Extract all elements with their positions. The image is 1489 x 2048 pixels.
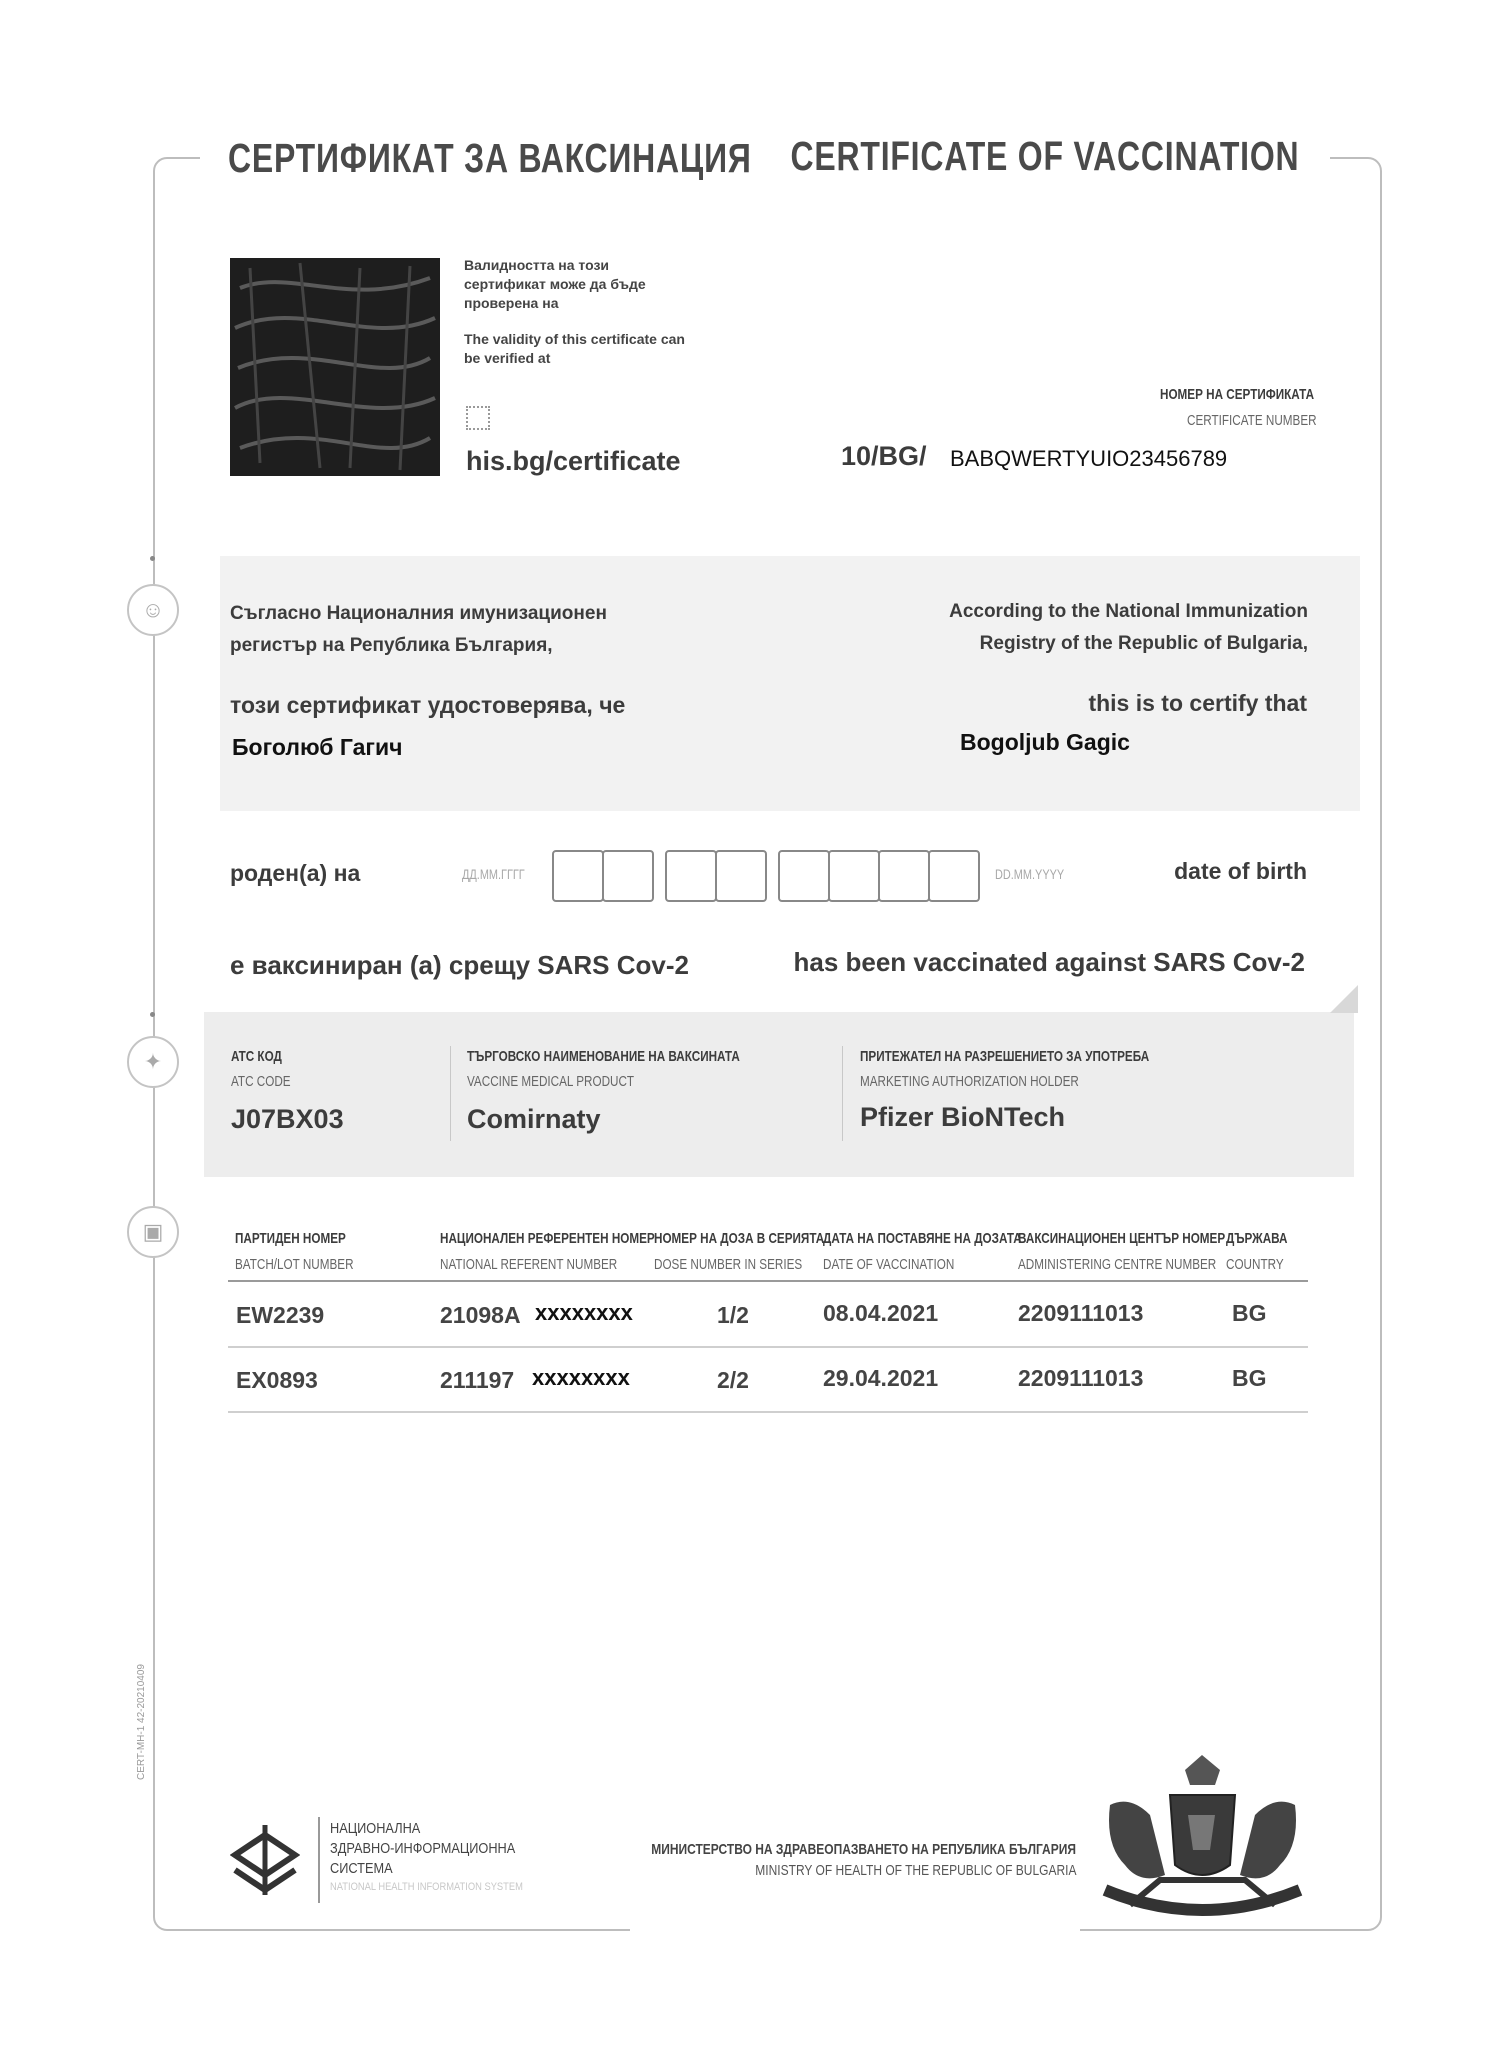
syringe-icon: ✦: [127, 1036, 179, 1088]
dob-year-box-3: [878, 850, 930, 902]
document-icon: ▣: [127, 1206, 179, 1258]
holder-name-bg: Боголюб Гагич: [232, 734, 403, 760]
row-country: BG: [1232, 1300, 1267, 1326]
verification-text-bg: Валидността на този сертификат може да бъде проверена на: [464, 257, 646, 311]
col-ref-bg: НАЦИОНАЛЕН РЕФЕРЕНТЕН НОМЕР: [440, 1230, 655, 1247]
dob-day-box-2: [602, 850, 654, 902]
atc-label-bg: ATC КОД: [231, 1048, 282, 1065]
holder-value: Pfizer BioNTech: [860, 1102, 1066, 1132]
title-bg: СЕРТИФИКАТ ЗА ВАКСИНАЦИЯ: [228, 135, 752, 181]
holder-label-en: MARKETING AUTHORIZATION HOLDER: [860, 1073, 1079, 1090]
row-batch: EW2239: [236, 1302, 325, 1328]
row-centre: 2209111013: [1018, 1300, 1144, 1326]
col-dose-en: DOSE NUMBER IN SERIES: [654, 1256, 803, 1273]
row-dose: 2/2: [717, 1367, 749, 1393]
row-centre: 2209111013: [1018, 1365, 1144, 1391]
row-ref: 21098A: [440, 1302, 521, 1328]
dob-format-en: DD.MM.YYYY: [995, 866, 1065, 882]
row-batch: EX0893: [236, 1367, 318, 1393]
dob-format-bg: ДД.ММ.ГГГГ: [462, 866, 525, 882]
col-date-bg: ДАТА НА ПОСТАВЯНЕ НА ДОЗАТА: [823, 1230, 1022, 1247]
row-dose: 1/2: [717, 1302, 749, 1328]
bulgaria-coat-of-arms: [1090, 1755, 1315, 1935]
col-country-en: COUNTRY: [1226, 1256, 1284, 1273]
dob-month-box-2: [715, 850, 767, 902]
nhis-name-2: ЗДРАВНО-ИНФОРМАЦИОННА: [330, 1840, 516, 1857]
cert-number-prefix: 10/BG/: [841, 441, 927, 471]
col-centre-en: ADMINISTERING CENTRE NUMBER: [1018, 1256, 1217, 1273]
row-date: 08.04.2021: [823, 1300, 939, 1326]
vaccine-name-label-en: VACCINE MEDICAL PRODUCT: [467, 1073, 635, 1090]
registry-intro-en: According to the National Immunization Registry of the Republic of Bulgaria,: [949, 601, 1308, 654]
vaccine-name-value: Comirnaty: [467, 1104, 601, 1134]
col-country-bg: ДЪРЖАВА: [1226, 1230, 1288, 1247]
nhis-name-en: NATIONAL HEALTH INFORMATION SYSTEM: [330, 1881, 523, 1893]
cert-number-label-bg: НОМЕР НА СЕРТИФИКАТА: [1160, 386, 1315, 403]
dob-label-bg: роден(а) на: [230, 860, 361, 886]
dob-day-box-1: [552, 850, 604, 902]
row-country: BG: [1232, 1365, 1267, 1391]
verification-url[interactable]: his.bg/certificate: [466, 446, 681, 476]
dob-month-box-1: [665, 850, 717, 902]
col-batch-bg: ПАРТИДЕН НОМЕР: [235, 1230, 346, 1247]
vaccine-name-label-bg: ТЪРГОВСКО НАИМЕНОВАНИЕ НА ВАКСИНАТА: [467, 1048, 740, 1065]
nhis-logo: [230, 1820, 300, 1900]
ministry-name-bg: МИНИСТЕРСТВО НА ЗДРАВЕОПАЗВАНЕТО НА РЕПУБЛИКА БЪЛГАРИЯ: [651, 1841, 1076, 1858]
col-date-en: DATE OF VACCINATION: [823, 1256, 955, 1273]
registry-intro-bg: Съгласно Националния имунизационен регистър на Република България,: [230, 603, 607, 656]
row-ref-mask: xxxxxxxx: [535, 1300, 633, 1325]
nhis-name-1: НАЦИОНАЛНА: [330, 1820, 421, 1837]
cert-number-value: BABQWERTYUIO23456789: [950, 446, 1228, 471]
ministry-name-en: MINISTRY OF HEALTH OF THE REPUBLIC OF BULGARIA: [754, 1862, 1076, 1879]
qr-code-redacted: [230, 258, 440, 476]
dob-year-box-2: [828, 850, 880, 902]
person-icon: ☺: [127, 584, 179, 636]
verification-text-en: The validity of this certificate can be verified at: [464, 331, 685, 366]
holder-name-en: Bogoljub Gagic: [960, 729, 1130, 755]
atc-value: J07BX03: [231, 1104, 344, 1134]
qr-small-icon: [466, 406, 490, 430]
certify-line-bg: този сертификат удостоверява, че: [230, 692, 626, 718]
col-ref-en: NATIONAL REFERENT NUMBER: [440, 1256, 618, 1273]
row-ref-mask: xxxxxxxx: [532, 1365, 630, 1390]
col-dose-bg: НОМЕР НА ДОЗА В СЕРИЯТА: [654, 1230, 825, 1247]
certify-line-en: this is to certify that: [1088, 690, 1307, 716]
form-code: CERT-MH-1 42-20210409: [136, 1664, 147, 1780]
atc-label-en: ATC CODE: [231, 1073, 291, 1090]
dob-label-en: date of birth: [1174, 858, 1307, 884]
cert-number-label-en: CERTIFICATE NUMBER: [1187, 412, 1317, 429]
dob-year-box-1: [778, 850, 830, 902]
dob-year-box-4: [928, 850, 980, 902]
holder-label-bg: ПРИТЕЖАТЕЛ НА РАЗРЕШЕНИЕТО ЗА УПОТРЕБА: [860, 1048, 1150, 1065]
nhis-name-3: СИСТЕМА: [330, 1860, 393, 1877]
row-date: 29.04.2021: [823, 1365, 939, 1391]
title-en: CERTIFICATE OF VACCINATION: [790, 133, 1299, 179]
vaccinated-label-bg: е ваксиниран (а) срещу SARS Cov-2: [230, 950, 689, 980]
row-ref: 211197: [440, 1367, 515, 1393]
col-centre-bg: ВАКСИНАЦИОНЕН ЦЕНТЪР НОМЕР: [1018, 1230, 1226, 1247]
vaccinated-label-en: has been vaccinated against SARS Cov-2: [793, 947, 1305, 977]
col-batch-en: BATCH/LOT NUMBER: [235, 1256, 354, 1273]
